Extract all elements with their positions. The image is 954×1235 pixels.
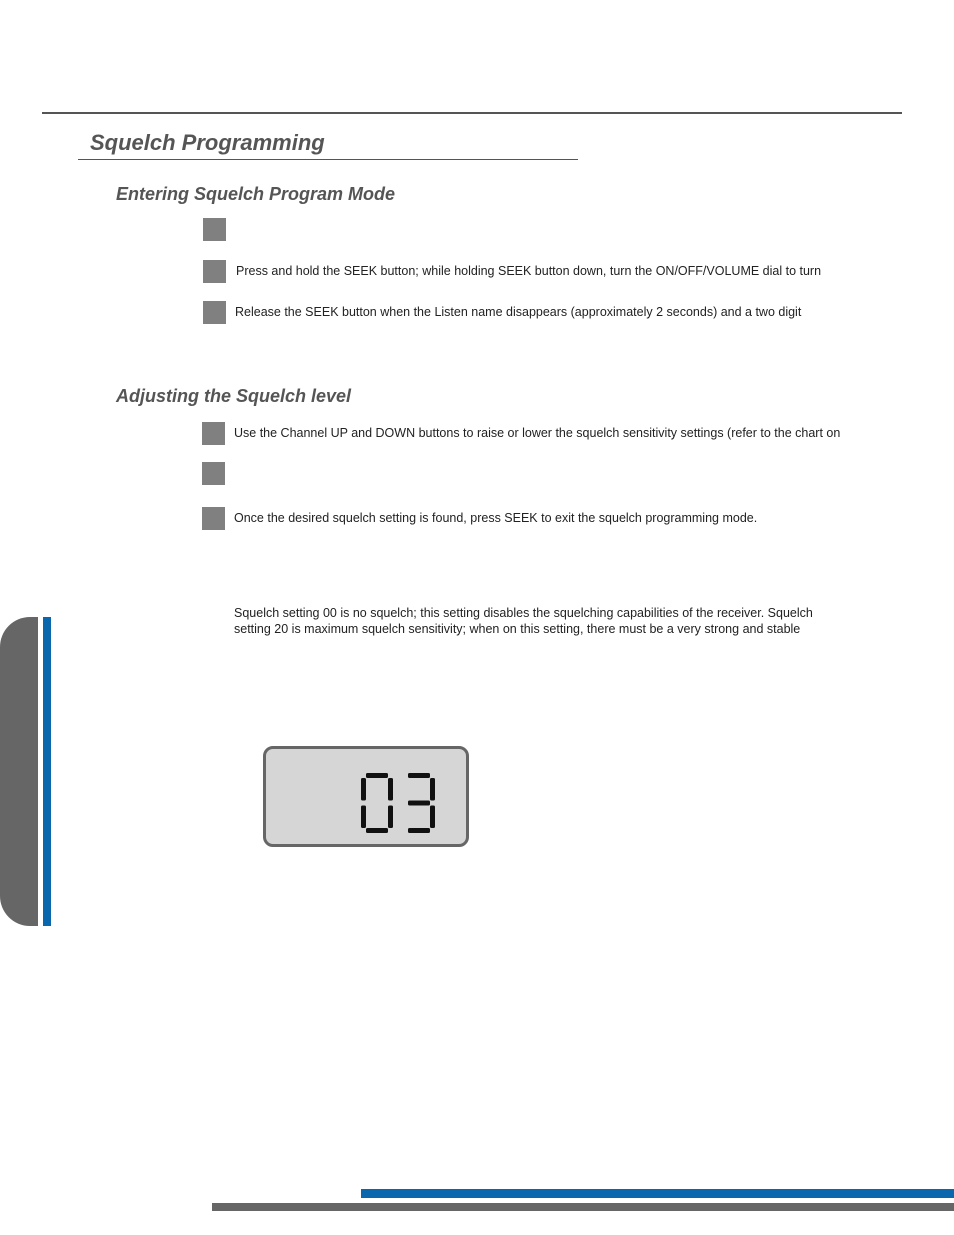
side-accent-bar (43, 617, 51, 926)
adjusting-step-1-text: Use the Channel UP and DOWN buttons to raise or lower the squelch sensitivity settings (refer to the chart on (234, 426, 841, 440)
adjusting-level-title: Adjusting the Squelch level (116, 386, 352, 406)
lcd-segment (366, 828, 388, 833)
note-line-1: Squelch setting 00 is no squelch; this setting disables the squelching capabilities of the receiver. Squelch (234, 606, 813, 620)
lcd-value (266, 749, 267, 750)
step-number-box (203, 301, 226, 324)
lcd-segment (361, 778, 366, 801)
top-rule (42, 112, 902, 114)
step-number-box (202, 462, 225, 485)
lcd-segment (361, 806, 366, 829)
entering-step-3-text: Release the SEEK button when the Listen name disappears (approximately 2 seconds) and a two digit (235, 305, 802, 319)
note-line-2: setting 20 is maximum squelch sensitivity; when on this setting, there must be a very strong and stable (234, 622, 801, 636)
lcd-display (263, 746, 469, 847)
step-number-box (203, 260, 226, 283)
lcd-segment (430, 778, 435, 801)
lcd-segment (388, 778, 393, 801)
lcd-digit (408, 773, 435, 833)
lcd-segment (408, 828, 430, 833)
lcd-segment (430, 806, 435, 829)
lcd-segment (408, 801, 430, 806)
footer-blue-bar (361, 1189, 954, 1198)
entering-mode-title: Entering Squelch Program Mode (116, 184, 396, 204)
lcd-digit (361, 773, 393, 833)
lcd-segment (408, 773, 430, 778)
squelch-note (234, 605, 874, 637)
section-title-underline (78, 159, 578, 160)
lcd-segment (388, 806, 393, 829)
step-number-box (203, 218, 226, 241)
entering-step-2-text: Press and hold the SEEK button; while holding SEEK button down, turn the ON/OFF/VOLUME dial to turn (236, 264, 822, 278)
lcd-segment (366, 773, 388, 778)
section-title: Squelch Programming (90, 130, 325, 155)
footer-gray-bar (212, 1203, 954, 1211)
adjusting-step-3-text: Once the desired squelch setting is found, press SEEK to exit the squelch programming mode. (234, 511, 758, 525)
step-number-box (202, 507, 225, 530)
lcd-digits (361, 771, 441, 835)
side-tab (0, 617, 38, 926)
step-number-box (202, 422, 225, 445)
